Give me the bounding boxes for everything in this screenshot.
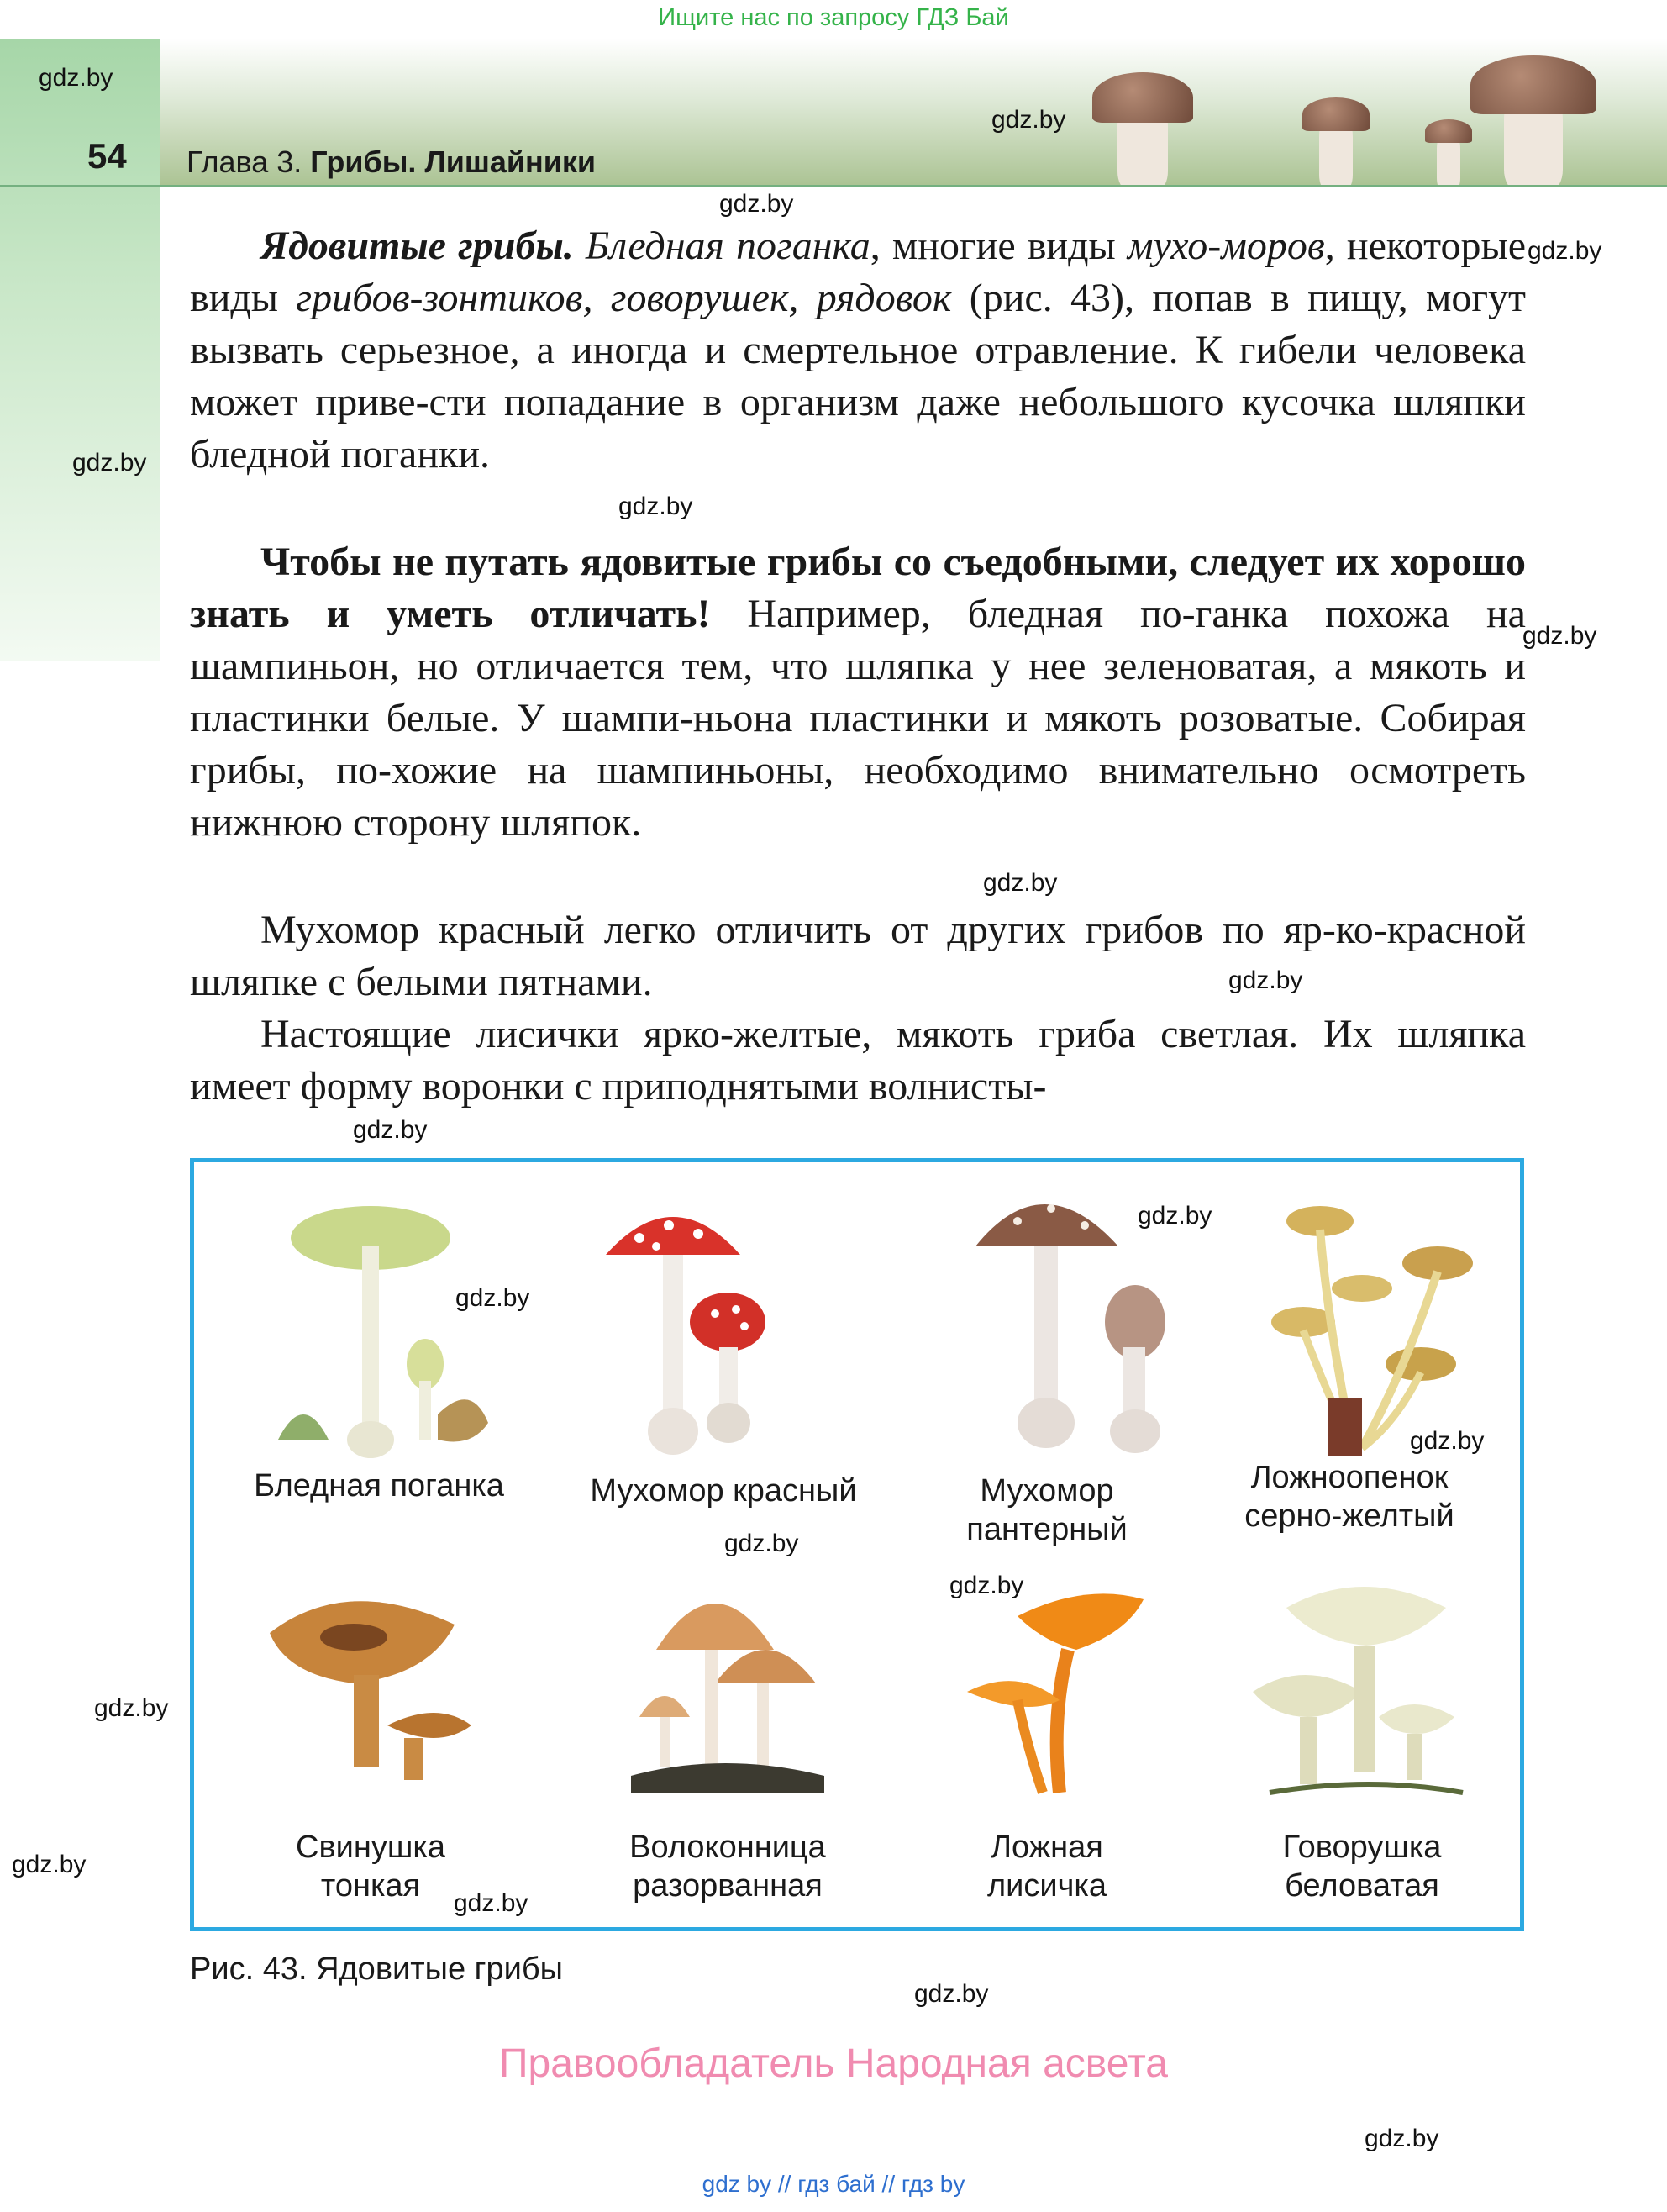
paragraph-heading: Ядовитые грибы. <box>260 224 574 268</box>
figure-frame <box>190 1158 1524 1931</box>
sulphur-tuft-illustration <box>1244 1196 1480 1465</box>
watermark: gdz.by <box>991 106 1066 134</box>
brown-rollrim-illustration <box>261 1591 471 1793</box>
top-banner: Ищите нас по запросу ГДЗ Бай <box>658 4 1009 31</box>
side-color-strip <box>0 39 160 661</box>
watermark: gdz.by <box>72 449 147 477</box>
paragraph-poisonous-mushrooms: Ядовитые грибы. Бледная поганка, многие виды мухо-моров, некоторые виды грибов-зонтиков, говорушек, рядовок (рис. 43), попав в пищу, могут вызвать серьезное, а иногда и смертельное отравление. К гибели человека может приве-сти попадание в организм даже небольшого кусочка шляпки бледной поганки. <box>190 224 1527 477</box>
ivory-funnel-illustration <box>1253 1574 1471 1801</box>
paragraph-distinguish: Чтобы не путать ядовитые грибы со съедобными, следует их хорошо знать и уметь отличать! Например, бледная по-ганка похожа на шампиньон, но отличается тем, что шляпка у нее зеленоватая, а мякоть и пластинки белые. У шампи-ньона пластинки и мякоть розоватые. Собирая грибы, по-хожие на шампиньоны, необходимо внимательно осмотреть нижнюю сторону шляпок. <box>190 540 1526 845</box>
watermark: gdz.by <box>353 1116 428 1144</box>
chapter-name: Грибы. Лишайники <box>310 145 597 179</box>
label-fly-agaric: Мухомор красный <box>590 1473 857 1509</box>
watermark: gdz.by <box>455 1284 530 1312</box>
chapter-title <box>187 145 596 180</box>
label-death-cap: Бледная поганка <box>254 1468 504 1504</box>
watermark: gdz.by <box>1528 237 1602 265</box>
watermark: gdz.by <box>983 869 1058 897</box>
watermark: gdz.by <box>12 1851 87 1878</box>
header-rule <box>0 185 1667 187</box>
watermark: gdz.by <box>618 492 693 520</box>
paragraph-fly-agaric: Мухомор красный легко отличить от других грибов по яр-ко-красной шляпке с белыми пятнами. <box>190 908 1526 1004</box>
watermark: gdz.by <box>94 1694 169 1722</box>
fly-agaric-illustration <box>589 1196 782 1465</box>
fibrecap-illustration <box>631 1574 824 1793</box>
label-ivory-funnel: Говорушка беловатая <box>1282 1830 1442 1904</box>
figure-caption: Рис. 43. Ядовитые грибы <box>190 1951 563 1987</box>
chapter-prefix: Глава 3. <box>187 145 302 179</box>
paragraph-chanterelles: Настоящие лисички ярко-желтые, мякоть гриба светлая. Их шляпка имеет форму воронки с приподнятыми волнисты- <box>190 1012 1526 1109</box>
watermark: gdz.by <box>949 1572 1024 1599</box>
watermark: gdz.by <box>1410 1427 1485 1455</box>
watermark: gdz.by <box>454 1889 528 1917</box>
watermark: gdz.by <box>724 1530 799 1557</box>
watermark: gdz.by <box>1365 2125 1439 2152</box>
watermark: gdz.by <box>1138 1202 1212 1230</box>
watermark: gdz.by <box>1228 966 1303 994</box>
bold-rule: Чтобы не путать ядовитые грибы со съедобными, следует их хорошо знать и уметь отличать! <box>190 540 1526 636</box>
bottom-links[interactable]: gdz by // гдз бай // гдз by <box>702 2171 965 2197</box>
label-brown-rollrim: Свинушка тонкая <box>296 1830 445 1904</box>
label-panther-cap: Мухомор пантерный <box>966 1473 1128 1547</box>
label-sulphur-tuft: Ложноопенок серно-желтый <box>1244 1460 1454 1534</box>
copyright-notice: Правообладатель Народная асвета <box>499 2041 1168 2086</box>
watermark: gdz.by <box>914 1980 989 2008</box>
watermark: gdz.by <box>1522 622 1597 650</box>
death-cap-illustration <box>245 1188 497 1465</box>
label-false-chanterelle: Ложная лисичка <box>986 1830 1107 1904</box>
false-chanterelle-illustration <box>967 1583 1169 1801</box>
page-number: 54 <box>87 136 127 176</box>
watermark: gdz.by <box>719 190 794 218</box>
label-fibrecap: Волоконница разорванная <box>629 1830 826 1904</box>
watermark: gdz.by <box>39 64 113 92</box>
